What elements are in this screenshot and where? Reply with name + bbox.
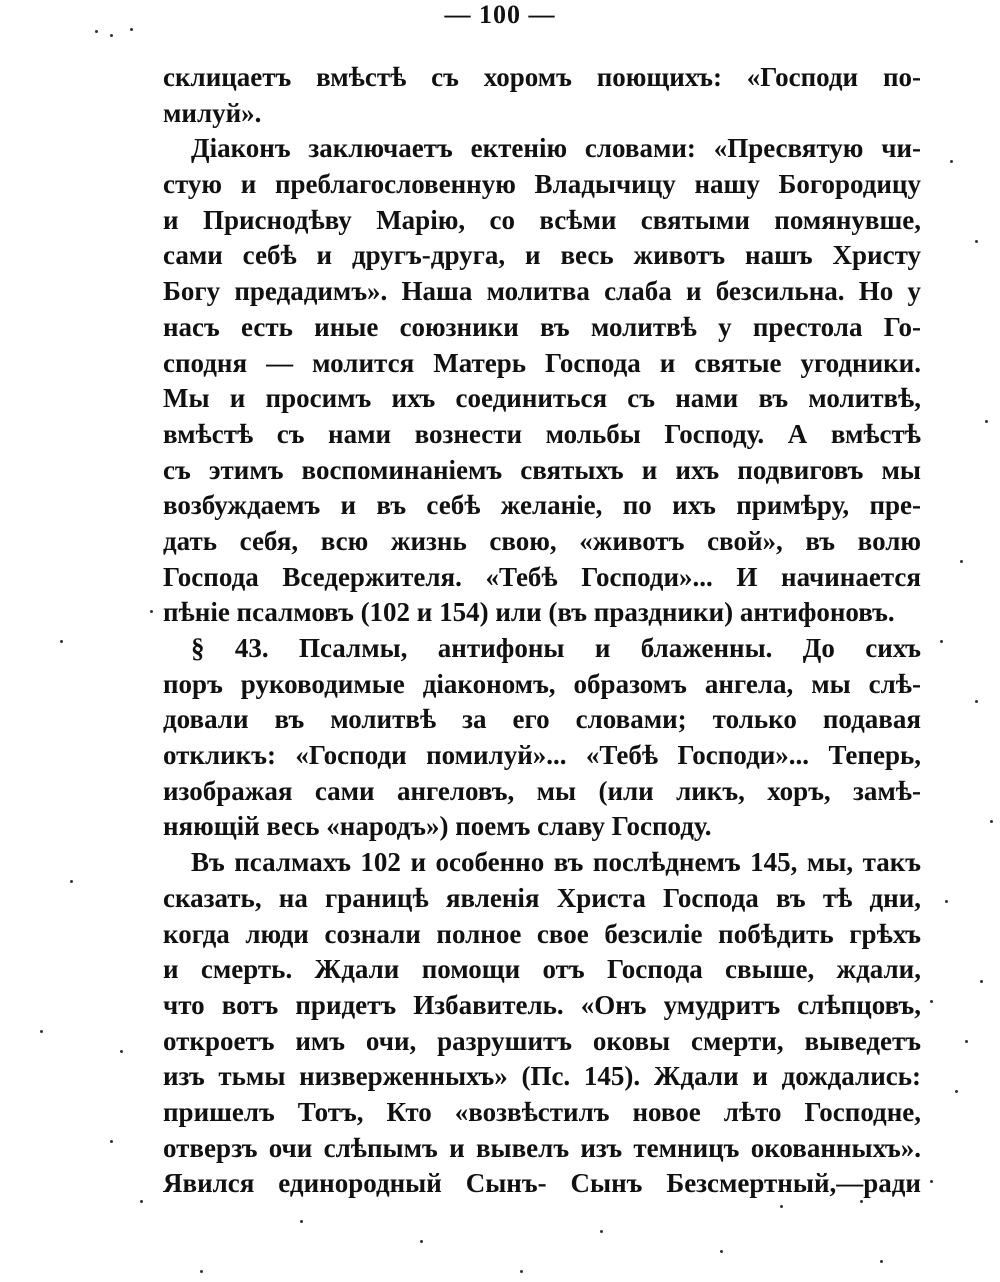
speck [70,880,73,883]
text-line: склицаетъ вмѣстѣ съ хоромъ поющихъ: «Господи по- [163,62,921,92]
page-number: — 100 — [444,0,556,29]
speck [140,1200,143,1203]
speck [520,1270,523,1273]
text-line: Въ псалмахъ 102 и особенно въ послѣднемъ 145, мы, такъ [191,847,921,878]
text-line: сказать, на границѣ явленія Христа Господа въ тѣ дни, [163,882,921,913]
speck [965,1040,968,1043]
speck [600,1230,603,1233]
text-line: возбуждаемъ и въ себѣ желаніе, по ихъ примѣру, пре- [163,490,921,521]
text-line: поръ руководимые діакономъ, образомъ ангела, мы слѣ- [163,668,921,699]
speck [420,1240,423,1243]
text-line: откликъ: «Господи помилуй»... «Тебѣ Господи»... Теперь, [163,740,921,771]
text-line: что вотъ придетъ Избавитель. «Онъ умудритъ слѣпцовъ, [163,989,921,1020]
speck [975,700,978,703]
speck [150,610,153,613]
speck [720,1250,723,1253]
speck [960,560,963,563]
text-line: Діаконъ заключаетъ ектенію словами: «Пресвятую чи- [191,133,921,164]
speck [95,30,98,33]
speck [955,1090,958,1093]
text-line: съ этимъ воспоминаніемъ святыхъ и ихъ подвиговъ мы [163,454,921,485]
text-line: и смерть. Ждали помощи отъ Господа свыше, ждали, [163,954,921,985]
text-line: пришелъ Тотъ, Кто «возвѣстилъ новое лѣто Господне, [163,1096,921,1127]
speck [930,1180,933,1183]
speck [860,1200,863,1203]
text-line: когда люди сознали полное свое безсиліе побѣдить грѣхъ [163,918,921,949]
speck [880,1260,883,1263]
speck [60,640,63,643]
speck [930,1000,933,1003]
speck [950,160,953,163]
speck [120,1050,123,1053]
text-line: откроетъ имъ очи, разрушитъ оковы смерти, выведетъ [163,1025,921,1056]
text-line: Явился единородный Сынъ- Сынъ Безсмертный,—ради [163,1168,921,1199]
speck [985,420,988,423]
body-text [163,60,921,1202]
text-line: сподня — молится Матерь Господа и святые угодники. [163,347,921,378]
text-line: няющій весь «народъ») поемъ славу Господу. [163,811,712,842]
speck [110,1140,113,1143]
text-line: изъ тьмы низверженныхъ» (Пс. 145). Ждали и дождались: [163,1061,921,1092]
text-line: вмѣстѣ съ нами вознести мольбы Господу. А вмѣстѣ [163,418,921,449]
speck [110,34,113,37]
speck [300,1220,303,1223]
speck [990,820,993,823]
speck [130,28,133,31]
text-line: § 43. Псалмы, антифоны и блаженны. До сихъ [191,633,921,663]
speck [975,240,978,243]
text-line: Мы и просимъ ихъ соединиться съ нами въ молитвѣ, [163,383,921,414]
text-line: Господа Вседержителя. «Тебѣ Господи»... И начинается [163,561,921,592]
text-line: отверзъ очи слѣпымъ и вывелъ изъ темницъ окованныхъ». [163,1132,921,1163]
text-line: насъ есть иные союзники въ молитвѣ у престола Го- [163,311,921,342]
speck [940,640,943,643]
speck [980,980,983,983]
speck [780,1205,783,1208]
text-line: Богу предадимъ». Наша молитва слаба и безсильна. Но у [163,276,921,307]
text-line: довали въ молитвѣ за его словами; только подавая [163,704,921,735]
text-line: и Приснодѣву Марію, со всѣми святыми помянувше, [163,204,921,235]
text-line: дать себя, всю жизнь свою, «животъ свой», въ волю [163,525,921,556]
text-line: пѣніе псалмовъ (102 и 154) или (въ праздники) антифоновъ. [163,597,895,628]
text-line: стую и преблагословенную Владычицу нашу Богородицу [163,169,921,200]
speck [200,1270,203,1273]
speck [945,900,948,903]
text-line: изображая сами ангеловъ, мы (или ликъ, хоръ, замѣ- [163,775,921,806]
speck [40,1030,43,1033]
text-line: сами себѣ и другъ-друга, и весь животъ нашъ Христу [163,240,921,271]
text-line: милуй». [163,97,262,128]
